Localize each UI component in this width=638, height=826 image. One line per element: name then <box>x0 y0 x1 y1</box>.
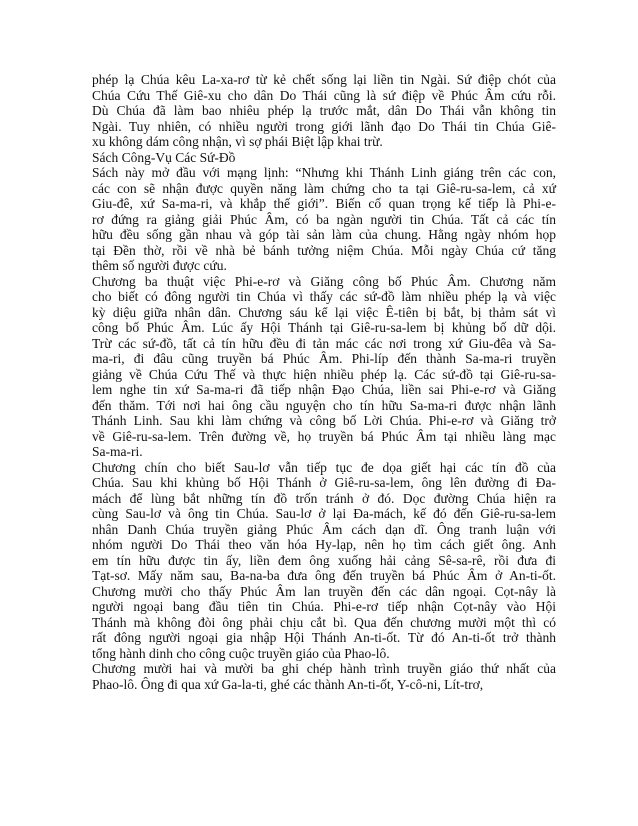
text-line: Chúa. Sau khi khủng bố Hội Thánh ở Giê-ru-sa-lem, ông lên đường đi Đa- <box>92 475 556 490</box>
text-line: thêm số người được cứu. <box>92 258 227 273</box>
text-line: Chương mười cho thấy Phúc Âm lan truyền đến các dân ngoại. Cọt-nây là <box>92 583 556 599</box>
text-line: rất đông người ngoại gia nhập Hội Thánh An-ti-ốt. Từ đó An-ti-ốt trở thành <box>92 630 556 645</box>
text-line: Sa-ma-ri. <box>92 444 143 459</box>
text-line: tổng hành dinh cho công cuộc truyền giáo của Phao-lô. <box>92 645 390 661</box>
text-line: Thánh mà không đòi ông phải chịu cắt bì. Qua đến chương mười một thì có <box>92 614 556 630</box>
text-line: em tín hữu được tin ấy, liền đem ông xuống hải cảng Sê-sa-rê, rồi đưa đi <box>92 552 556 568</box>
paragraph <box>92 460 556 662</box>
paragraph <box>92 661 556 692</box>
paragraph <box>92 274 556 460</box>
document-page <box>92 72 556 692</box>
text-line: kỳ diệu giữa nhân dân. Chương sáu kể lại việc Ê-tiên bị bắt, bị thảm sát vì <box>92 304 556 320</box>
text-line: đến thăm. Tới nơi hai ông cầu nguyện cho tín hữu Sa-ma-ri được nhận lãnh <box>92 397 556 413</box>
text-line: Chúa Cứu Thế Giê-xu cho dân Do Thái cũng là sứ điệp về Phúc Âm cứu rỗi. <box>92 87 556 103</box>
text-line: về Giê-ru-sa-lem. Trên đường về, họ truyền bá Phúc Âm tại nhiều làng mạc <box>92 428 556 444</box>
text-line: nhân Danh Chúa truyền giảng Phúc Âm cách dạn dĩ. Ông tranh luận với <box>92 521 556 537</box>
text-line: rơ đứng ra giảng giải Phúc Âm, có ba ngàn người tin Chúa. Tất cả các tín <box>92 211 556 227</box>
text-line: Ngài. Tuy nhiên, có nhiều người trong giới lãnh đạo Do Thái tin Chúa Giê- <box>92 118 556 134</box>
text-line: Sách Công-Vụ Các Sứ-Đồ <box>92 149 236 165</box>
text-line: Phao-lô. Ông đi qua xứ Ga-la-ti, ghé các thành An-ti-ốt, Y-cô-ni, Lít-trơ, <box>92 676 484 692</box>
text-line: xu không dám công nhận, vì sợ phái Biệt lập khai trừ. <box>92 134 383 149</box>
text-line: Thánh Linh. Sau khi làm chứng và công bố Lời Chúa. Phi-e-rơ và Giăng trở <box>92 413 556 428</box>
text-line: Dù Chúa đã làm bao nhiêu phép lạ trước mắt, dân Do Thái vẫn không tin <box>92 103 556 118</box>
text-line: cùng Sau-lơ và ông tin Chúa. Sau-lơ ở lại Đa-mách, kế đó đến Giê-ru-sa-lem <box>92 506 556 521</box>
text-line: Tạt-sơ. Mấy năm sau, Ba-na-ba đưa ông đến truyền bá Phúc Âm ở An-ti-ốt. <box>92 568 556 583</box>
text-line: cho biết có đông người tin Chúa vì thấy các sứ-đồ làm nhiều phép lạ và việc <box>92 289 556 304</box>
text-line: ma-ri, đi đâu cũng truyền bá Phúc Âm. Phi-líp đến thành Sa-ma-ri truyền <box>92 351 556 366</box>
text-line: Chương chín cho biết Sau-lơ vẫn tiếp tục đe dọa giết hại các tín đồ của <box>92 459 556 475</box>
section-heading <box>92 150 556 166</box>
text-line: các con sẽ nhận được quyền năng làm chứng cho ta tại Giê-ru-sa-lem, cả xứ <box>92 180 556 196</box>
text-line: phép lạ Chúa kêu La-xa-rơ từ kẻ chết sống lại liền tin Ngài. Sứ điệp chót của <box>92 72 556 87</box>
paragraph <box>92 165 556 274</box>
text-line: Trừ các sứ-đồ, tất cả tín hữu đều đi tản mác các nơi trong xứ Giu-đêa và Sa- <box>92 335 556 351</box>
text-line: người ngoại bang đầu tiên tin Chúa. Phi-e-rơ tiếp nhận Cọt-nây vào Hội <box>92 599 556 614</box>
text-line: Sách này mở đầu với mạng lịnh: “Nhưng khi Thánh Linh giáng trên các con, <box>92 165 556 180</box>
text-line: tại Đền thờ, rồi về nhà bẻ bánh tưởng niệm Chúa. Mỗi ngày Chúa cứ tăng <box>92 242 556 258</box>
text-line: giảng về Chúa Cứu Thế và thực hiện nhiều phép lạ. Các sứ-đồ tại Giê-ru-sa- <box>92 366 556 382</box>
text-line: hữu đều sống gần nhau và góp tài sản làm của chung. Hằng ngày nhóm họp <box>92 227 556 242</box>
text-line: Chương ba thuật việc Phi-e-rơ và Giăng công bố Phúc Âm. Chương năm <box>92 273 556 289</box>
text-line: công bố Phúc Âm. Lúc ấy Hội Thánh tại Giê-ru-sa-lem bị khủng bố dữ dội. <box>92 320 556 335</box>
text-line: nhóm người Do Thái theo văn hóa Hy-lạp, nên họ tìm cách giết ông. Anh <box>92 537 556 552</box>
text-line: mách để lùng bắt những tín đồ trốn tránh ở đó. Dọc đường Chúa hiện ra <box>92 490 556 506</box>
text-line: Chương mười hai và mười ba ghi chép hành trình truyền giáo thứ nhất của <box>92 661 556 676</box>
text-line: lem nghe tin xứ Sa-ma-ri đã tiếp nhận Đạo Chúa, liền sai Phi-e-rơ và Giăng <box>92 382 556 397</box>
text-line: Giu-đê, xứ Sa-ma-ri, và khắp thế giới”. Biến cố quan trọng kế tiếp là Phi-e- <box>92 196 556 211</box>
paragraph <box>92 72 556 150</box>
